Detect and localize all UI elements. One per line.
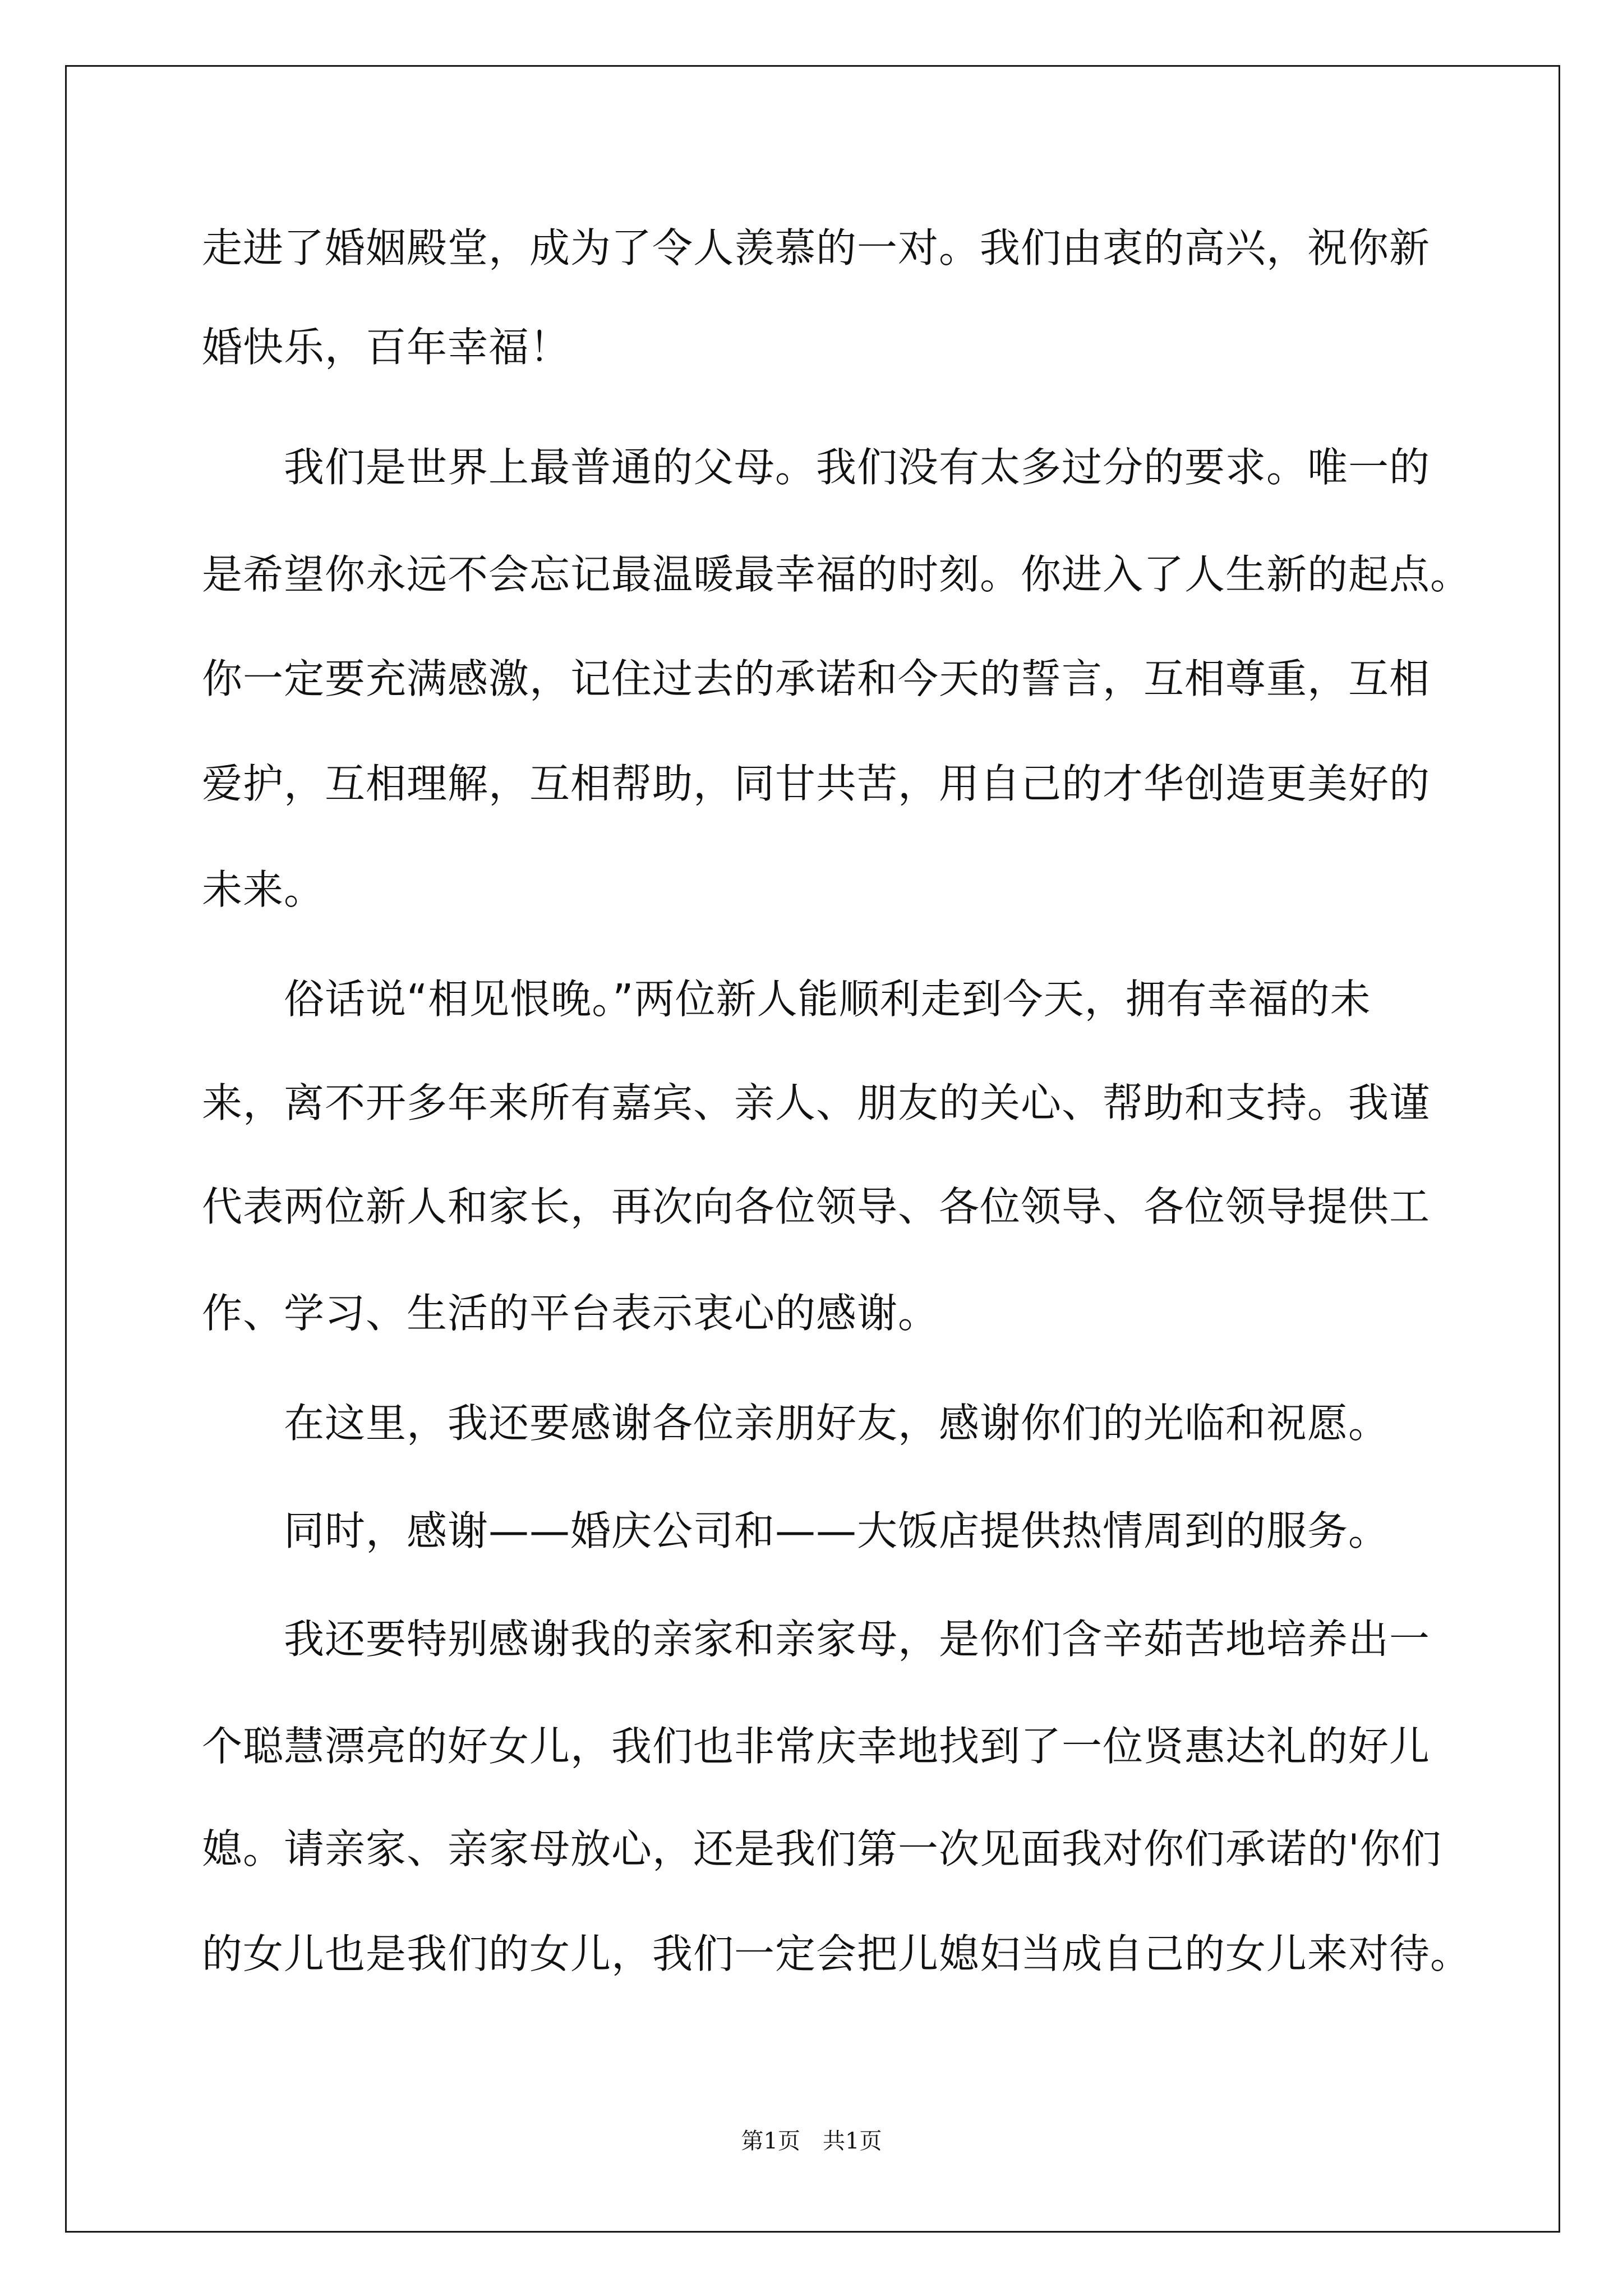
paragraph-5-line-1: 同时，感谢——婚庆公司和——大饭店提供热情周到的服务。 [284, 1507, 1390, 1554]
paragraph-2-line-1: 我们是世界上最普通的父母。我们没有太多过分的要求。唯一的 [284, 444, 1431, 491]
paragraph-6-line-3: 媳。请亲家、亲家母放心，还是我们第一次见面我对你们承诺的'你们 [202, 1825, 1442, 1872]
paragraph-3-line-4: 作、学习、生活的平台表示衷心的感谢。 [202, 1290, 939, 1337]
paragraph-6-line-2: 个聪慧漂亮的好女儿，我们也非常庆幸地找到了一位贤惠达礼的好儿 [202, 1723, 1431, 1770]
paragraph-6-line-1: 我还要特别感谢我的亲家和亲家母，是你们含辛茹苦地培养出一 [284, 1616, 1431, 1663]
paragraph-1-line-1: 走进了婚姻殿堂，成为了令人羡慕的一对。我们由衷的高兴，祝你新 [202, 224, 1431, 272]
paragraph-2-line-3: 你一定要充满感激，记住过去的承诺和今天的誓言，互相尊重，互相 [202, 655, 1431, 702]
paragraph-2-line-4: 爱护，互相理解，互相帮助，同甘共苦，用自己的才华创造更美好的 [202, 760, 1431, 807]
paragraph-3-line-1: 俗话说“相见恨晚。”两位新人能顺利走到今天，拥有幸福的未 [284, 976, 1371, 1023]
paragraph-2-line-5: 未来。 [202, 866, 325, 913]
paragraph-4-line-1: 在这里，我还要感谢各位亲朋好友，感谢你们的光临和祝愿。 [284, 1400, 1390, 1447]
page-number-footer: 第1页 共1页 [741, 2128, 882, 2154]
page-border [65, 65, 1560, 2233]
paragraph-3-line-2: 来，离不开多年来所有嘉宾、亲人、朋友的关心、帮助和支持。我谨 [202, 1079, 1431, 1126]
paragraph-2-line-2: 是希望你永远不会忘记最温暖最幸福的时刻。你进入了人生新的起点。 [202, 551, 1472, 598]
paragraph-1-line-2: 婚快乐，百年幸福！ [202, 324, 571, 371]
paragraph-3-line-3: 代表两位新人和家长，再次向各位领导、各位领导、各位领导提供工 [202, 1183, 1431, 1230]
paragraph-6-line-4: 的女儿也是我们的女儿，我们一定会把儿媳妇当成自己的女儿来对待。 [202, 1930, 1472, 1977]
